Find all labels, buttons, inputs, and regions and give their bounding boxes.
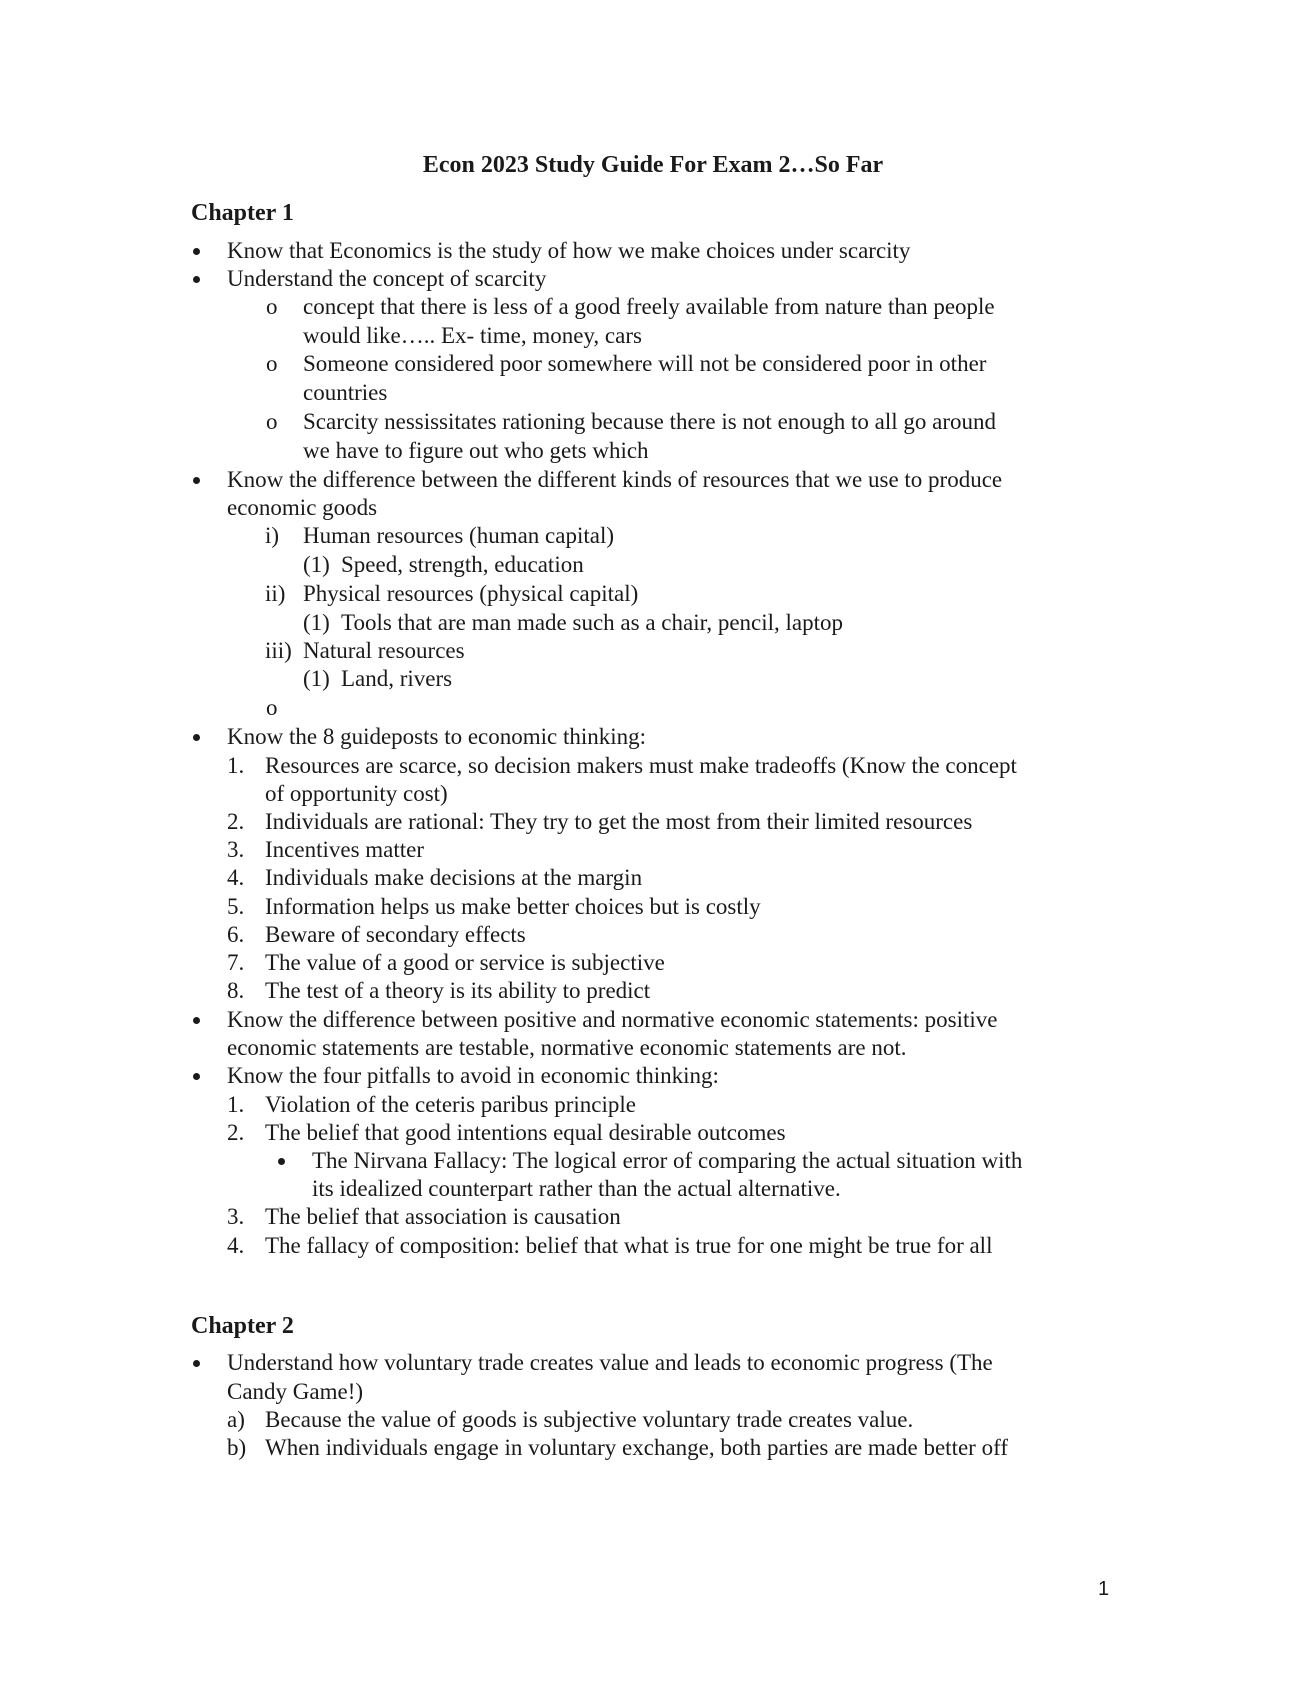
list-item: Know the difference between the different kinds of resources that we use to produce (227, 467, 1003, 492)
list-item: Know the difference between positive and normative economic statements: positive (227, 1007, 998, 1032)
list-item: When individuals engage in voluntary exchange, both parties are made better off (265, 1435, 1008, 1460)
bullet-icon (193, 1360, 200, 1367)
list-item-continuation: would like….. Ex- time, money, cars (303, 323, 642, 348)
list-marker: (1) (303, 552, 330, 577)
list-number: 8. (227, 978, 245, 1003)
list-marker: (1) (303, 666, 330, 691)
list-number: 1. (227, 1092, 245, 1117)
list-marker: ii) (265, 581, 286, 606)
list-item: Understand the concept of scarcity (227, 266, 547, 291)
document-title: Econ 2023 Study Guide For Exam 2…So Far (422, 152, 884, 178)
bullet-icon (193, 1073, 200, 1080)
list-item: Know the 8 guideposts to economic thinking: (227, 724, 647, 749)
list-item: Individuals make decisions at the margin (265, 865, 643, 890)
bullet-icon (193, 276, 200, 283)
bullet-icon (193, 734, 200, 741)
list-marker: iii) (265, 638, 292, 663)
list-item-continuation: countries (303, 380, 388, 405)
list-item-continuation: economic statements are testable, normative economic statements are not. (227, 1035, 907, 1060)
list-item: Individuals are rational: They try to get the most from their limited resources (265, 809, 973, 834)
sub-bullet-marker: o (266, 409, 278, 434)
list-item-continuation: economic goods (227, 495, 378, 520)
list-item: Tools that are man made such as a chair, pencil, laptop (341, 610, 844, 635)
list-number: 2. (227, 1120, 245, 1145)
list-item: Because the value of goods is subjective voluntary trade creates value. (265, 1407, 914, 1432)
list-number: 4. (227, 865, 245, 890)
list-number: 6. (227, 922, 245, 947)
list-item-continuation: Candy Game!) (227, 1379, 364, 1404)
list-item: Land, rivers (341, 666, 453, 691)
sub-bullet-marker: o (266, 351, 278, 376)
bullet-icon (193, 1017, 200, 1024)
list-number: 3. (227, 1204, 245, 1229)
page-number: 1 (1098, 1578, 1110, 1600)
list-item-continuation: we have to figure out who gets which (303, 438, 649, 463)
list-item: Know the four pitfalls to avoid in economic thinking: (227, 1063, 719, 1088)
list-item: Know that Economics is the study of how we make choices under scarcity (227, 238, 911, 263)
sub-bullet-marker: o (266, 294, 278, 319)
list-number: 1. (227, 753, 245, 778)
list-item: Incentives matter (265, 837, 425, 862)
list-item: Someone considered poor somewhere will not be considered poor in other (303, 351, 987, 376)
bullet-icon (193, 477, 200, 484)
list-marker: (1) (303, 610, 330, 635)
list-item: Human resources (human capital) (303, 523, 615, 548)
list-marker: b) (227, 1435, 247, 1460)
list-item: The belief that association is causation (265, 1204, 621, 1229)
list-number: 7. (227, 950, 245, 975)
list-item: Natural resources (303, 638, 465, 663)
sub-bullet-marker: o (266, 695, 278, 720)
list-item: Scarcity nessissitates rationing because there is not enough to all go around (303, 409, 997, 434)
list-number: 5. (227, 894, 245, 919)
list-item: The belief that good intentions equal desirable outcomes (265, 1120, 786, 1145)
list-item: Information helps us make better choices but is costly (265, 894, 761, 919)
list-marker: a) (227, 1407, 245, 1432)
list-item: The value of a good or service is subjective (265, 950, 665, 975)
list-marker: i) (265, 523, 280, 548)
list-item: Violation of the ceteris paribus principle (265, 1092, 636, 1117)
list-item: concept that there is less of a good freely available from nature than people (303, 294, 995, 319)
bullet-icon (193, 248, 200, 255)
list-number: 2. (227, 809, 245, 834)
list-number: 3. (227, 837, 245, 862)
list-item-continuation: of opportunity cost) (265, 781, 448, 806)
chapter-1-heading: Chapter 1 (191, 200, 294, 226)
list-item: Beware of secondary effects (265, 922, 526, 947)
list-item: Resources are scarce, so decision makers must make tradeoffs (Know the concept (265, 753, 1017, 778)
list-item: The fallacy of composition: belief that what is true for one might be true for all (265, 1233, 993, 1258)
list-item-continuation: its idealized counterpart rather than the actual alternative. (312, 1176, 841, 1201)
chapter-2-heading: Chapter 2 (191, 1313, 294, 1339)
list-item: The Nirvana Fallacy: The logical error of comparing the actual situation with (312, 1148, 1023, 1173)
list-item: Speed, strength, education (341, 552, 584, 577)
list-item: The test of a theory is its ability to predict (265, 978, 651, 1003)
list-number: 4. (227, 1233, 245, 1258)
bullet-icon (278, 1158, 285, 1165)
list-item: Physical resources (physical capital) (303, 581, 639, 606)
list-item: Understand how voluntary trade creates value and leads to economic progress (The (227, 1350, 993, 1375)
